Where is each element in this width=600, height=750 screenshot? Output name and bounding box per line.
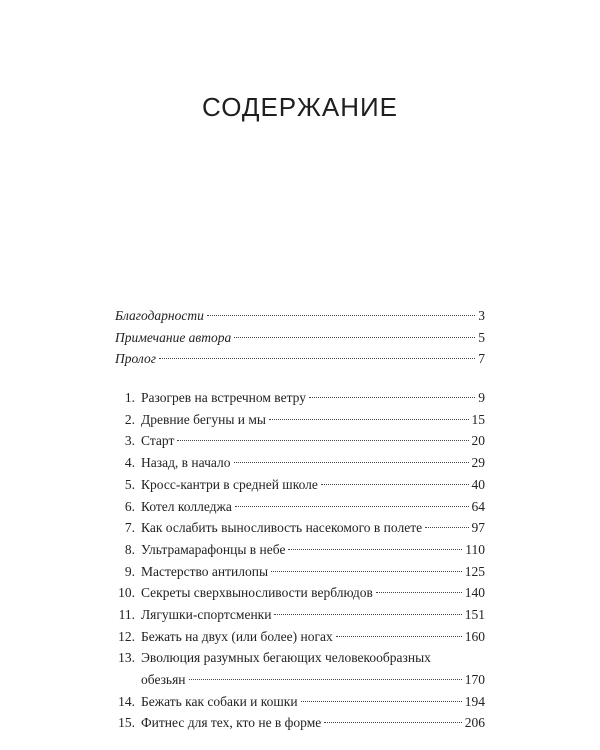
toc-entry-prologue[interactable] xyxy=(115,348,485,370)
toc-entry-label: Эволюция разумных бегающих человекообразных xyxy=(141,650,431,666)
toc-entry-page: 97 xyxy=(471,520,485,536)
dot-leader xyxy=(288,549,462,550)
dot-leader xyxy=(324,722,461,723)
toc-entry-chapter-11[interactable] xyxy=(115,604,485,626)
dot-leader xyxy=(321,484,469,485)
toc-entry-label: Лягушки-спортсменки xyxy=(141,606,272,622)
toc-entry-label: Примечание автора xyxy=(115,329,232,345)
dot-leader xyxy=(234,337,475,338)
toc-entry-chapter-13-continued[interactable] xyxy=(115,669,485,691)
toc-entry-page: 160 xyxy=(464,628,485,644)
dot-leader xyxy=(159,358,475,359)
toc-entry-chapter-1[interactable] xyxy=(115,387,485,409)
toc-entry-label: Секреты сверхвыносливости верблюдов xyxy=(141,585,373,601)
section-gap xyxy=(115,370,485,387)
chapter-number: 14. xyxy=(118,693,135,709)
table-of-contents xyxy=(115,305,485,734)
page-title: СОДЕРЖАНИЕ xyxy=(201,92,398,122)
toc-entry-label: Назад, в начало xyxy=(141,455,231,471)
toc-entry-label: Благодарности xyxy=(115,308,204,323)
toc-entry-chapter-7[interactable] xyxy=(115,517,485,539)
dot-leader xyxy=(376,592,462,593)
toc-entry-page: 20 xyxy=(471,433,485,449)
toc-entry-page: 206 xyxy=(464,715,485,731)
toc-entry-label: Бежать на двух (или более) ногах xyxy=(141,628,333,644)
dot-leader xyxy=(301,701,462,702)
toc-entry-label: Древние бегуны и мы xyxy=(141,411,266,427)
chapter-number: 10. xyxy=(118,585,135,601)
toc-entry-label: Разогрев на встречном ветру xyxy=(141,390,306,406)
chapter-number: 4. xyxy=(124,455,135,471)
toc-entry-chapter-6[interactable] xyxy=(115,496,485,518)
toc-entry-page: 5 xyxy=(478,329,485,345)
toc-entry-label: Котел колледжа xyxy=(141,498,232,514)
toc-entry-chapter-9[interactable] xyxy=(115,561,485,583)
toc-entry-chapter-5[interactable] xyxy=(115,474,485,496)
toc-entry-chapter-15[interactable] xyxy=(115,712,485,734)
toc-entry-label-continued: обезьян xyxy=(141,672,186,687)
dot-leader xyxy=(425,527,468,528)
toc-entry-page: 125 xyxy=(464,563,485,579)
toc-entry-label: Как ослабить выносливость насекомого в полете xyxy=(141,520,423,536)
chapter-number: 8. xyxy=(124,541,135,557)
toc-entry-page: 7 xyxy=(478,351,485,367)
toc-entry-label: Мастерство антилопы xyxy=(141,563,269,579)
toc-entry-page: 140 xyxy=(464,585,485,601)
toc-entry-chapter-4[interactable] xyxy=(115,452,485,474)
toc-entry-label: Старт xyxy=(141,433,175,449)
toc-entry-page: 15 xyxy=(471,411,485,427)
dot-leader xyxy=(309,397,475,398)
toc-entry-label: Кросс-кантри в средней школе xyxy=(141,476,318,492)
toc-entry-label: Бежать как собаки и кошки xyxy=(141,693,298,709)
dot-leader xyxy=(269,419,469,420)
chapter-number: 5. xyxy=(124,476,135,492)
toc-entry-chapter-2[interactable] xyxy=(115,409,485,431)
chapter-number: 3. xyxy=(124,433,135,449)
dot-leader xyxy=(177,440,468,441)
toc-entry-chapter-3[interactable] xyxy=(115,430,485,452)
dot-leader xyxy=(336,636,462,637)
chapter-number: 11. xyxy=(118,606,135,622)
toc-entry-chapter-10[interactable] xyxy=(115,582,485,604)
chapter-number: 13. xyxy=(118,650,135,666)
toc-entry-author-note[interactable] xyxy=(115,327,485,349)
toc-entry-page: 3 xyxy=(478,308,485,323)
dot-leader xyxy=(189,679,462,680)
toc-entry-label: Пролог xyxy=(115,351,156,367)
dot-leader xyxy=(274,614,461,615)
dot-leader xyxy=(234,462,469,463)
toc-entry-label: Ультрамарафонцы в небе xyxy=(141,541,286,557)
toc-entry-page: 170 xyxy=(464,672,485,687)
toc-entry-chapter-13[interactable] xyxy=(115,647,485,669)
toc-entry-label: Фитнес для тех, кто не в форме xyxy=(141,715,322,731)
chapter-number: 15. xyxy=(118,715,135,731)
toc-entry-page: 9 xyxy=(478,390,485,406)
chapter-number: 7. xyxy=(124,520,135,536)
chapter-number: 9. xyxy=(124,563,135,579)
dot-leader xyxy=(235,506,469,507)
toc-entry-page: 64 xyxy=(471,498,485,514)
chapter-number: 1. xyxy=(124,390,135,406)
chapter-number: 12. xyxy=(118,628,135,644)
toc-entry-page: 110 xyxy=(465,541,485,557)
chapter-number: 2. xyxy=(124,411,135,427)
dot-leader xyxy=(271,571,462,572)
toc-entry-chapter-8[interactable] xyxy=(115,539,485,561)
toc-entry-page: 29 xyxy=(471,455,485,471)
toc-entry-page: 194 xyxy=(464,693,485,709)
toc-entry-chapter-12[interactable] xyxy=(115,626,485,648)
toc-entry-page: 151 xyxy=(464,606,485,622)
toc-entry-acknowledgements[interactable] xyxy=(115,305,485,327)
chapter-number: 6. xyxy=(124,498,135,514)
toc-entry-chapter-14[interactable] xyxy=(115,691,485,713)
toc-entry-page: 40 xyxy=(471,476,485,492)
dot-leader xyxy=(207,315,475,316)
